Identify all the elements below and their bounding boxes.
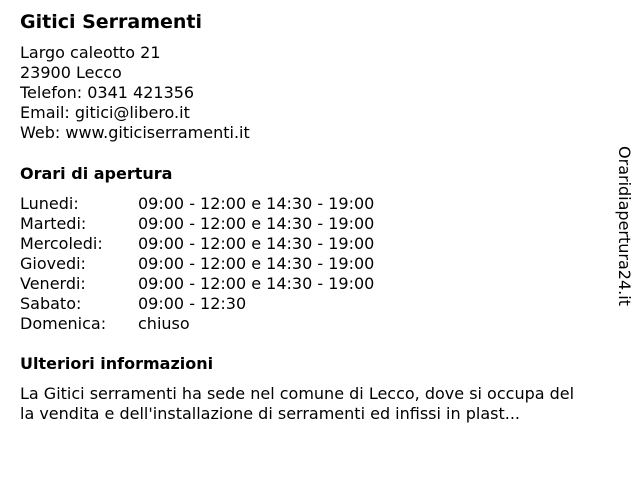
hours-time: 09:00 - 12:00 e 14:30 - 19:00: [138, 234, 375, 253]
business-address: [20, 43, 250, 143]
hours-time: 09:00 - 12:00 e 14:30 - 19:00: [138, 274, 375, 293]
hours-day: Lunedi:: [20, 194, 79, 213]
hours-day: Venerdi:: [20, 274, 86, 293]
address-email: Email: gitici@libero.it: [20, 103, 190, 122]
business-description: [20, 384, 626, 424]
address-street: Largo caleotto 21: [20, 43, 161, 62]
hours-day: Martedi:: [20, 214, 87, 233]
address-phone: Telefon: 0341 421356: [20, 83, 195, 102]
more-info-heading: Ulteriori informazioni: [20, 354, 214, 373]
hours-day: Giovedi:: [20, 254, 86, 273]
opening-hours-heading: Orari di apertura: [20, 164, 173, 183]
description-line: La Gitici serramenti ha sede nel comune di Lecco, dove si occupa del: [20, 384, 575, 403]
hours-time: 09:00 - 12:00 e 14:30 - 19:00: [138, 194, 375, 213]
address-website: Web: www.giticiserramenti.it: [20, 123, 250, 142]
hours-day: Mercoledi:: [20, 234, 103, 253]
hours-time: 09:00 - 12:30: [138, 294, 247, 313]
site-brand-watermark: Oraridiapertura24.it: [615, 146, 634, 306]
address-city: 23900 Lecco: [20, 63, 122, 82]
hours-time: 09:00 - 12:00 e 14:30 - 19:00: [138, 214, 375, 233]
hours-day: Sabato:: [20, 294, 82, 313]
description-line: la vendita e dell'installazione di serramenti ed infissi in plast...: [20, 404, 520, 423]
hours-day: Domenica:: [20, 314, 107, 333]
hours-time: chiuso: [138, 314, 190, 333]
business-name: Gitici Serramenti: [20, 11, 203, 33]
hours-time: 09:00 - 12:00 e 14:30 - 19:00: [138, 254, 375, 273]
